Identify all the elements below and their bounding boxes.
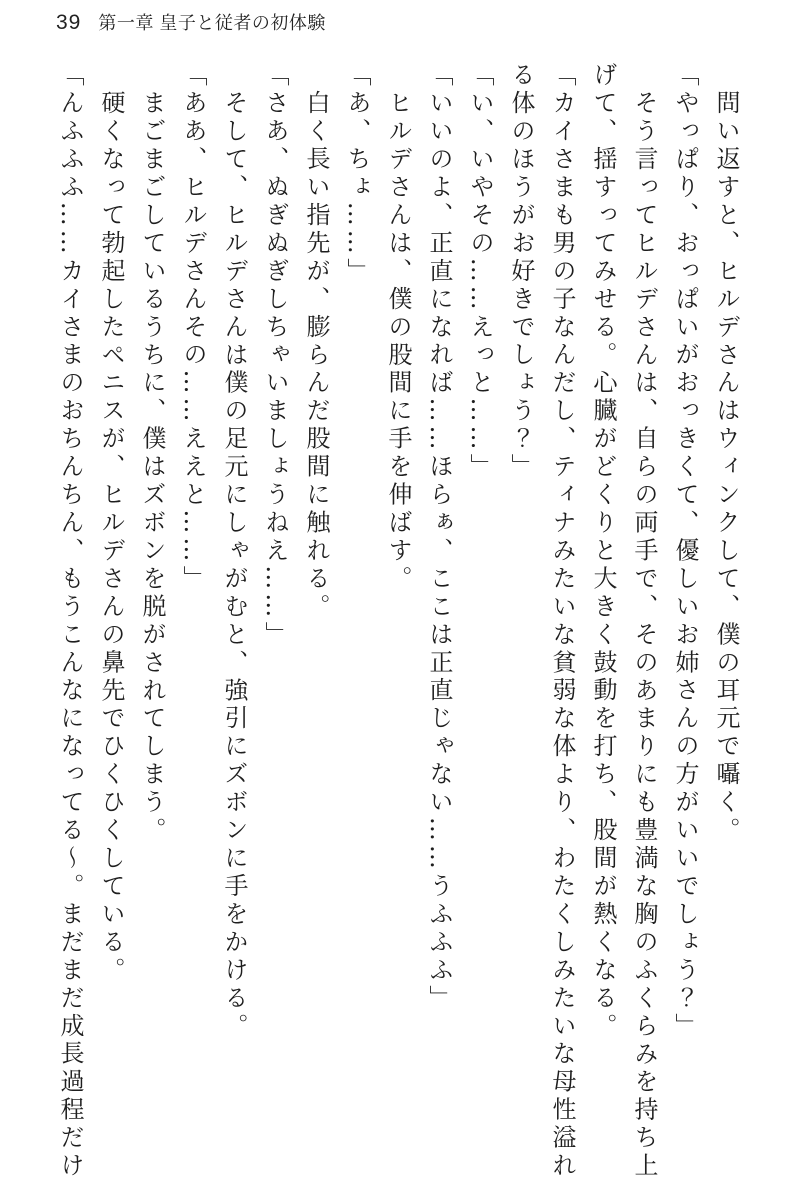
paragraph-13: まごまごしているうちに、僕はズボンを脱がされてしまう。	[138, 90, 166, 845]
paragraph-3: そう言ってヒルデさんは、自らの両手で、そのあまりにも豊満な胸のふくらみを持ち上げて、揺すってみせる。心臓がどくりと大きく鼓動を打ち、股間が熱くなる。	[589, 62, 658, 1181]
paragraph-10: 「さあ、ぬぎぬぎしちゃいましょうねえ……」	[261, 62, 289, 650]
paragraph-11: そして、ヒルデさんは僕の足元にしゃがむと、強引にズボンに手をかける。	[220, 90, 248, 1041]
paragraph-2: 「やっぱり、おっぱいがおっきくて、優しいお姉さんの方がいいでしょう？」	[671, 62, 699, 1041]
paragraph-1: 問い返すと、ヒルデさんはウィンクして、僕の耳元で囁く。	[712, 90, 740, 845]
chapter-title: 第一章 皇子と従者の初体験	[98, 13, 326, 33]
paragraph-8: 「あ、ちょ……」	[343, 62, 371, 286]
paragraph-7: ヒルデさんは、僕の股間に手を伸ばす。	[384, 90, 412, 594]
paragraph-15: 「んふふふ……カイさまのおちんちん、もうこんなになってる〜。まだまだ成長過程だけ	[56, 62, 84, 1181]
paragraph-14: 硬くなって勃起したペニスが、ヒルデさんの鼻先でひくひくしている。	[97, 90, 125, 985]
body-text	[49, 62, 746, 1194]
paragraph-12: 「ああ、ヒルデさんその……ええと……」	[179, 62, 207, 594]
page-header	[56, 9, 326, 35]
paragraph-6: 「いいのよ、正直になれば……ほらぁ、ここは正直じゃない……うふふふ」	[425, 62, 453, 1013]
paragraph-4: 「カイさまも男の子なんだし、ティナみたいな貧弱な体より、わたくしみたいな母性溢れる体のほうがお好きでしょう？」	[507, 62, 576, 1181]
paragraph-5: 「い、いやその……えっと……」	[466, 62, 494, 482]
paragraph-9: 白く長い指先が、膨らんだ股間に触れる。	[302, 90, 330, 622]
page-number: 39	[56, 11, 82, 34]
